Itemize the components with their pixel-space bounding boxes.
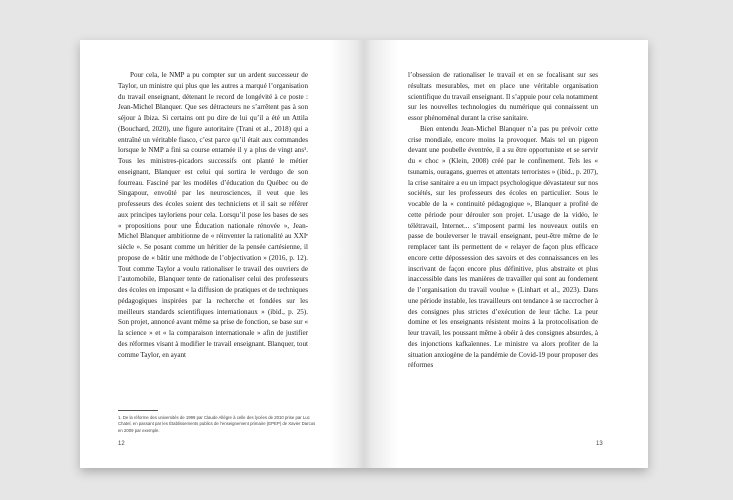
right-page bbox=[364, 40, 648, 468]
left-page-text bbox=[118, 70, 308, 360]
footnote: 1. De la réforme des universités de 1999 par Claude Allègre à celle des lycées de 2010 prise par Luc Chatel, en passant par les Établissements publics de l’enseignement primaire (EPEP) de Xavier Darcos en 2009 par exemple. bbox=[118, 415, 316, 433]
page-number-left: 12 bbox=[118, 441, 125, 447]
page-number-right: 13 bbox=[596, 441, 603, 447]
left-paragraph-1: Pour cela, le NMP a pu compter sur un ardent successeur de Taylor, un ministre qui plus que les autres a marqué l’organisation du travail enseignant, détenant le record de longévité à ce poste : Jean-Michel Blanquer. Que ses détracteurs ne s’arrêtent pas à son séjour à Ibiza. Si certains ont pu dire de lui qu’il a été un Attila (Bouchard, 2020), une figure autoritaire (Trani et al., 2018) qui a entraîné un véritable fiasco, c’est parce qu’il était aux commandes lorsque le NMP a fini sa course entamée il y a plus de vingt ans¹. Tous les ministres-picadors successifs ont planté le métier enseignant, Blanquer est celui qui sortira le verdugo de son fourreau. Fasciné par les modèles d’éducation du Québec ou de Singapour, envoûté par les neurosciences, il veut que les professeurs des écoles soient des techniciens et il sait se référer aux principes tayloriens pour cela. Lorsqu’il pose les bases de ses « propositions pour une Éducation nationale rénovée », Jean-Michel Blanquer ambitionne de « réinventer la rationalité au XXIᵉ siècle ». Se posant comme un héritier de la pensée cartésienne, il propose de « bâtir une méthode de l’objectivation » (2016, p. 12). Tout comme Taylor a voulu rationaliser le travail des ouvriers de l’automobile, Blanquer tente de rationaliser celui des professeurs des écoles en imposant « la diffusion de pratiques et de techniques pédagogiques inspirées par la recherche et fondées sur les meilleurs standards scientifiques internationaux » (ibid., p. 25). Son projet, annoncé avant même sa prise de fonction, se base sur « la science » et « la comparaison internationale » afin de justifier des réformes visant à modifier le travail enseignant. Blanquer, tout comme Taylor, en ayant bbox=[118, 71, 308, 359]
footnote-rule bbox=[118, 410, 158, 411]
right-paragraph-2: Bien entendu Jean-Michel Blanquer n’a pas pu prévoir cette crise mondiale, encore moins la provoquer. Mais tel un pigeon devant une poubelle éventrée, il a su être opportuniste et se servir du « choc » (Klein, 2008) créé par le confinement. Tels les « tsunamis, ouragans, guerres et attentats terroristes » (ibid., p. 207), la crise sanitaire a eu un impact psychologique dévastateur sur nos sociétés, sur les professeurs des écoles en particulier. Sous le vocable de la « continuité pédagogique », Blanquer a profité de cette période pour dérouler son projet. L’usage de la vidéo, le télétravail, Internet... s’imposent parmi les nouveaux outils en passe de bouleverser le travail enseignant, peut-être même de le remplacer tant ils permettent de « relayer de façon plus efficace encore cette dépossession des savoirs et des connaissances en les inscrivant de façon encore plus définitive, plus abstraite et plus inaccessible dans les manières de travailler qui sont au fondement de l’organisation du travail voulue » (Linhart et al., 2023). Dans une période instable, les travailleurs ont tendance à se raccrocher à des consignes plus strictes d’exécution de leur tâche. La peur domine et les enseignants résistent moins à la protocolisation de leur travail, les poussant même à obéir à des consignes absurdes, à des injonctions kafkaïennes. Le ministre va alors profiter de la situation anxiogène de la pandémie de Covid-19 pour proposer des réformes bbox=[408, 124, 598, 370]
right-paragraph-1: l’obsession de rationaliser le travail et en se focalisant sur ses résultats mesurables, met en place une véritable organisation scientifique du travail enseignant. Il s’appuie pour cela notamment sur les nouvelles technologies du numérique qui connaissent un essor phénoménal durant la crise sanitaire. bbox=[408, 71, 598, 122]
right-page-text bbox=[408, 70, 598, 371]
left-page bbox=[80, 40, 364, 468]
open-book bbox=[80, 40, 648, 468]
